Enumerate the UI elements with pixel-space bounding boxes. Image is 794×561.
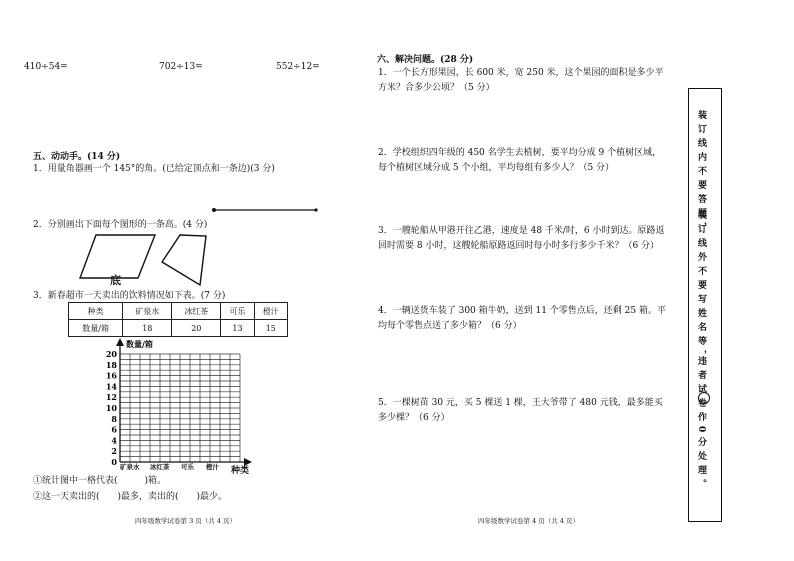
- table-cell: 15: [254, 320, 287, 337]
- binding-text-3: 违者试卷作0分处理。: [696, 356, 706, 494]
- y-axis-label: 数量/箱: [126, 339, 153, 349]
- calc-2: 702÷13=: [159, 62, 203, 72]
- question-5-2: 2．分别画出下面每个图形的一条高。(4 分): [33, 220, 208, 230]
- category-label: 橙汁: [206, 463, 219, 471]
- grid-lines: [120, 354, 240, 462]
- section-6-title: 六、解决问题。(28 分): [377, 55, 474, 65]
- table-cell: 13: [221, 320, 254, 337]
- y-tick-label: 20: [105, 349, 117, 359]
- calc-3: 552÷12=: [276, 62, 320, 72]
- question-5-1: 1．用量角器画一个 145°的角。(已给定顶点和一条边)(3 分): [33, 164, 275, 174]
- y-tick-label: 8: [111, 413, 117, 424]
- y-tick-label: 16: [105, 370, 117, 381]
- blank-bar-chart-grid: [100, 338, 260, 478]
- y-tick-labels: [106, 349, 118, 467]
- binding-text-2: 装订线外不要写姓名等，: [696, 210, 706, 364]
- question-6-3: 3．一艘轮船从甲港开往乙港，速度是 48 千米/时，6 小时到达。原路返回时需要 8 小时，这艘轮船原路返回时每小时多行多少千米？（6 分）: [378, 226, 665, 251]
- table-cell: 18: [123, 320, 172, 337]
- sub-question-1: ①统计图中一格代表( )箱。: [33, 476, 167, 486]
- drinks-table: [68, 302, 288, 337]
- x-axis-label: 种类: [231, 466, 250, 476]
- question-6-4: 4．一辆送货车装了 300 箱牛奶，送到 11 个零售点后，还剩 25 箱。平均每个零售点送了多少箱？（6 分）: [378, 306, 666, 331]
- table-cell: 20: [172, 320, 221, 337]
- question-5-3: 3．新春超市一天卖出的饮料情况如下表。(7 分): [33, 291, 226, 301]
- category-label: 可乐: [181, 463, 194, 471]
- category-label: 冰红茶: [150, 463, 170, 471]
- question-6-1: 1．一个长方形果园，长 600 米，宽 250 米，这个果园的面积是多少平方米？合多少公顷？（5 分）: [378, 68, 664, 93]
- question-6-2: 2．学校组织四年级的 450 名学生去植树，要平均分成 9 个植树区域，每个植树区域分成 5 个小组，平均每组有多少人？（5 分）: [378, 148, 662, 173]
- quadrilateral-figure: [160, 232, 210, 288]
- base-label: 底: [110, 274, 121, 287]
- y-tick-label: 14: [105, 381, 117, 392]
- table-row: [69, 320, 288, 337]
- given-ray: [210, 205, 320, 215]
- section-5-title: 五、动动手。(14 分): [33, 152, 121, 162]
- table-header-cell: 矿泉水: [123, 303, 172, 320]
- category-label: 矿泉水: [120, 463, 140, 471]
- question-6-5: 5．一棵树苗 30 元，买 5 棵送 1 棵，王大爷带了 480 元钱，最多能买多少棵？（6 分）: [378, 398, 663, 423]
- table-cell: 数量/箱: [69, 320, 123, 337]
- table-header-row: [69, 303, 288, 320]
- table-header-cell: 橙汁: [254, 303, 287, 320]
- table-header-cell: 种类: [69, 303, 123, 320]
- page-3-footer: 四年级数学试卷第 3 页（共 4 页）: [135, 517, 237, 525]
- table-header-cell: 可乐: [221, 303, 254, 320]
- sub-question-2: ②这一天卖出的( )最多，卖出的( )最少。: [33, 492, 228, 502]
- binding-text-1: 装订线内不要答题，: [696, 110, 706, 236]
- y-tick-label: 0: [111, 457, 117, 467]
- y-axis-arrow: [116, 338, 124, 346]
- calc-1: 410÷54=: [24, 62, 68, 72]
- y-tick-label: 6: [111, 424, 117, 435]
- y-tick-label: 2: [111, 446, 117, 457]
- y-tick-label: 18: [105, 359, 117, 370]
- binding-hole-icon: [698, 392, 710, 404]
- y-tick-label: 4: [111, 435, 117, 446]
- table-header-cell: 冰红茶: [172, 303, 221, 320]
- y-tick-label: 12: [105, 392, 117, 403]
- y-tick-label: 10: [105, 403, 117, 413]
- page-4-footer: 四年级数学试卷第 4 页（共 4 页）: [478, 517, 580, 525]
